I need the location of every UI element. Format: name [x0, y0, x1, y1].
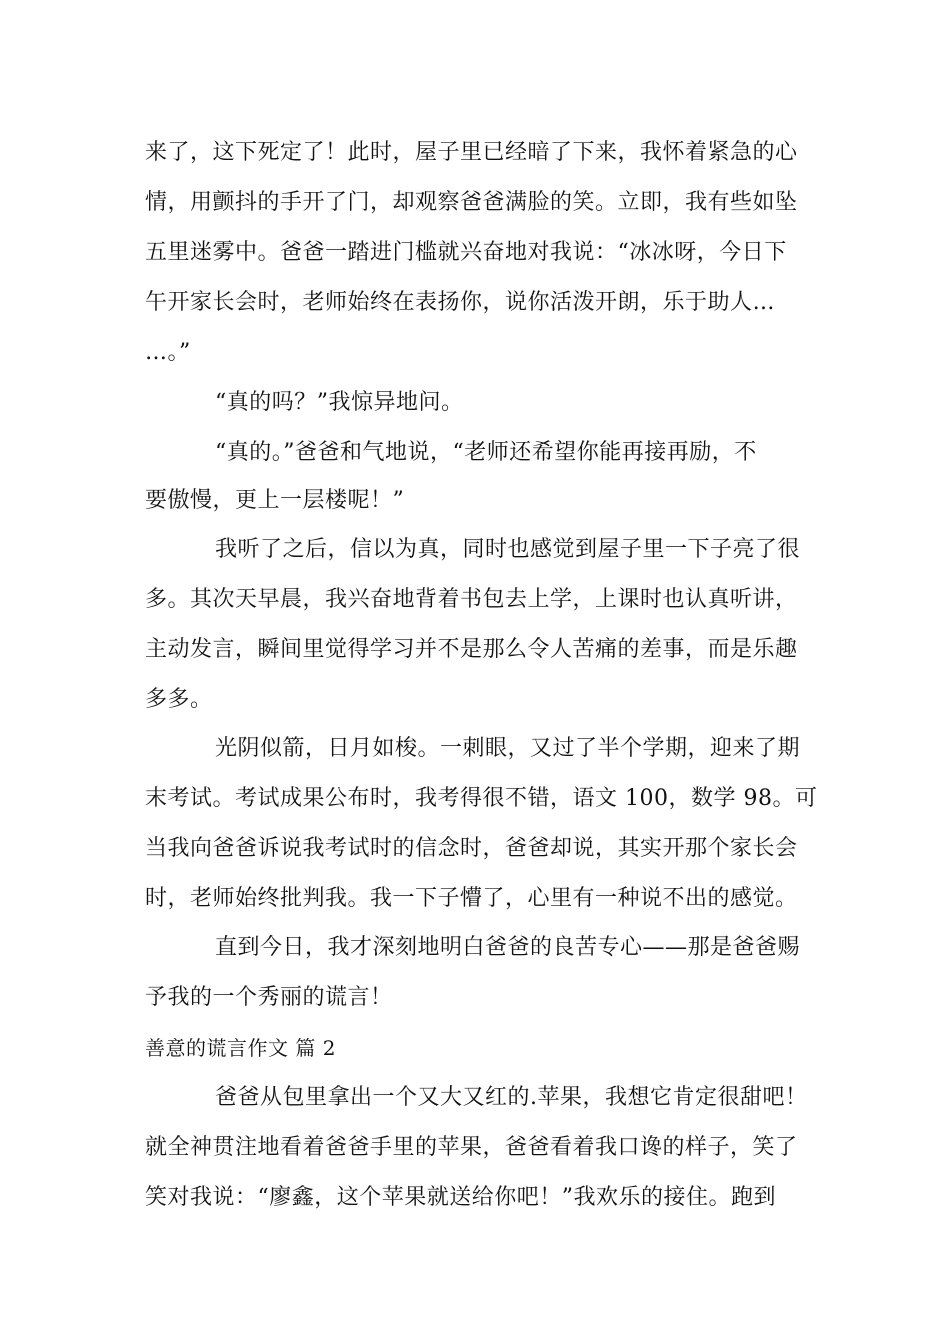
text-line: 我听了之后，信以为真，同时也感觉到屋子里一下子亮了很: [215, 537, 801, 562]
text-line: …。”: [145, 340, 191, 365]
text-line: 时，老师始终批判我。我一下子懵了，心里有一种说不出的感觉。: [145, 886, 798, 911]
text-line: 来了，这下死定了！此时，屋子里已经暗了下来，我怀着紧急的心: [145, 140, 798, 165]
section-heading: 善意的谎言作文 篇 2: [145, 1036, 336, 1060]
text-line: “真的吗？”我惊异地问。: [215, 390, 464, 415]
text-line: 爸爸从包里拿出一个又大又红的.苹果，我想它肯定很甜吧！: [215, 1085, 808, 1110]
text-line: 多。其次天早晨，我兴奋地背着书包去上学，上课时也认真听讲，: [145, 587, 798, 612]
text-line: 末考试。考试成果公布时，我考得很不错，语文 100，数学 98。可: [145, 786, 818, 811]
text-line: 五里迷雾中。爸爸一踏进门槛就兴奋地对我说：“冰冰呀，今日下: [145, 240, 787, 265]
text-line: 午开家长会时，老师始终在表扬你，说你活泼开朗，乐于助人…: [145, 290, 776, 315]
text-line: 多多。: [145, 687, 213, 712]
text-line: 要傲慢，更上一层楼呢！”: [145, 488, 405, 513]
text-line: 主动发言，瞬间里觉得学习并不是那么令人苦痛的差事，而是乐趣: [145, 637, 798, 662]
text-line: 情，用颤抖的手开了门，却观察爸爸满脸的笑。立即，我有些如坠: [145, 190, 798, 215]
text-line: 就全神贯注地看着爸爸手里的苹果，爸爸看着我口谗的样子，笑了: [145, 1135, 798, 1160]
text-line: 予我的一个秀丽的谎言！: [145, 985, 393, 1010]
text-line: 光阴似箭，日月如梭。一刺眼，又过了半个学期，迎来了期: [215, 736, 801, 761]
text-line: 当我向爸爸诉说我考试时的信念时，爸爸却说，其实开那个家长会: [145, 836, 798, 861]
text-line: “真的。”爸爸和气地说，“老师还希望你能再接再励，不: [215, 440, 757, 465]
text-line: 直到今日，我才深刻地明白爸爸的良苦专心——那是爸爸赐: [215, 935, 801, 960]
text-line: 笑对我说：“廖鑫，这个苹果就送给你吧！”我欢乐的接住。跑到: [145, 1185, 776, 1210]
